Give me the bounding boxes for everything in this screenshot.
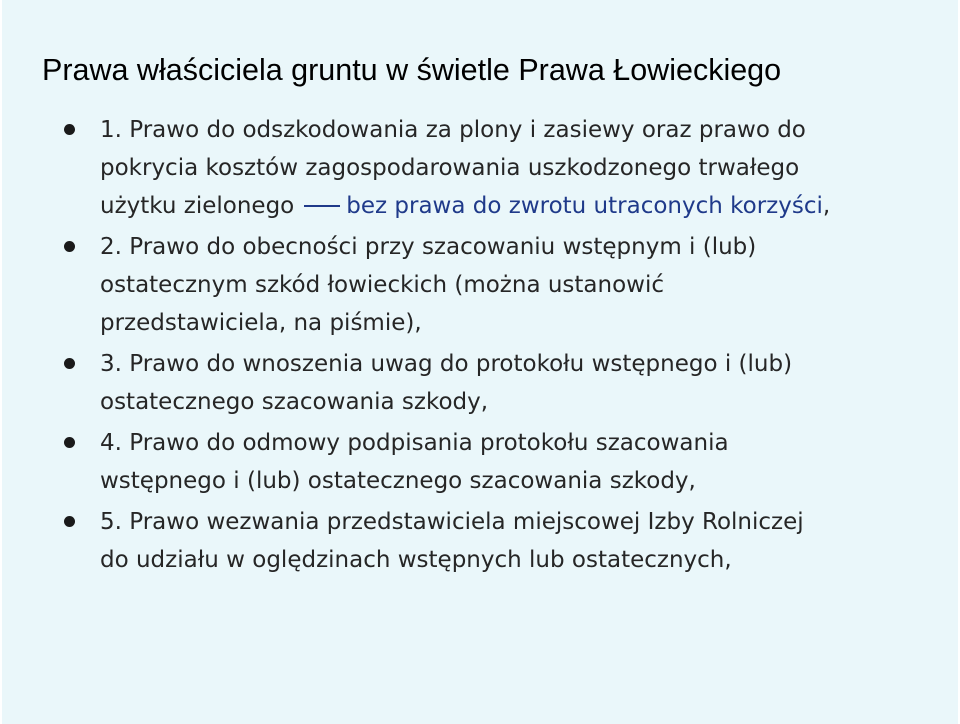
item-3-line-2: ostatecznego szacowania szkody, [100, 389, 489, 415]
item-1-tail: , [822, 193, 831, 219]
list-item-4 [2, 424, 960, 500]
rights-list [2, 111, 960, 582]
item-2-line-1: 2. Prawo do obecności przy szacowaniu wstępnym i (lub) [100, 234, 757, 260]
bullet-icon [64, 241, 75, 252]
bullet-icon [64, 124, 75, 135]
item-4-line-1: 4. Prawo do odmowy podpisania protokołu szacowania [100, 430, 729, 456]
bullet-icon [64, 358, 75, 369]
list-item-5 [2, 503, 960, 579]
item-1-line-3: użytku zielonego [100, 193, 295, 219]
item-2-line-3: przedstawiciela, na piśmie), [100, 310, 422, 336]
item-1-line-1: 1. Prawo do odszkodowania za plony i zasiewy oraz prawo do [100, 117, 806, 143]
dash-icon [304, 205, 340, 207]
item-5-line-1: 5. Prawo wezwania przedstawiciela miejscowej Izby Rolniczej [100, 509, 804, 535]
slide-title: Prawa właściciela gruntu w świetle Prawa Łowieckiego [42, 53, 782, 87]
item-3-line-1: 3. Prawo do wnoszenia uwag do protokołu wstępnego i (lub) [100, 351, 793, 377]
list-item-1 [2, 111, 960, 225]
item-5-line-2: do udziału w oględzinach wstępnych lub ostatecznych, [100, 547, 732, 573]
item-1-emphasis: bez prawa do zwrotu utraconych korzyści [346, 193, 823, 219]
bullet-icon [64, 516, 75, 527]
bullet-icon [64, 437, 75, 448]
item-1-line-2: pokrycia kosztów zagospodarowania uszkodzonego trwałego [100, 155, 800, 181]
item-2-line-2: ostatecznym szkód łowieckich (można ustanowić [100, 272, 665, 298]
item-4-line-2: wstępnego i (lub) ostatecznego szacowania szkody, [100, 468, 696, 494]
list-item-2 [2, 228, 960, 342]
list-item-3 [2, 345, 960, 421]
